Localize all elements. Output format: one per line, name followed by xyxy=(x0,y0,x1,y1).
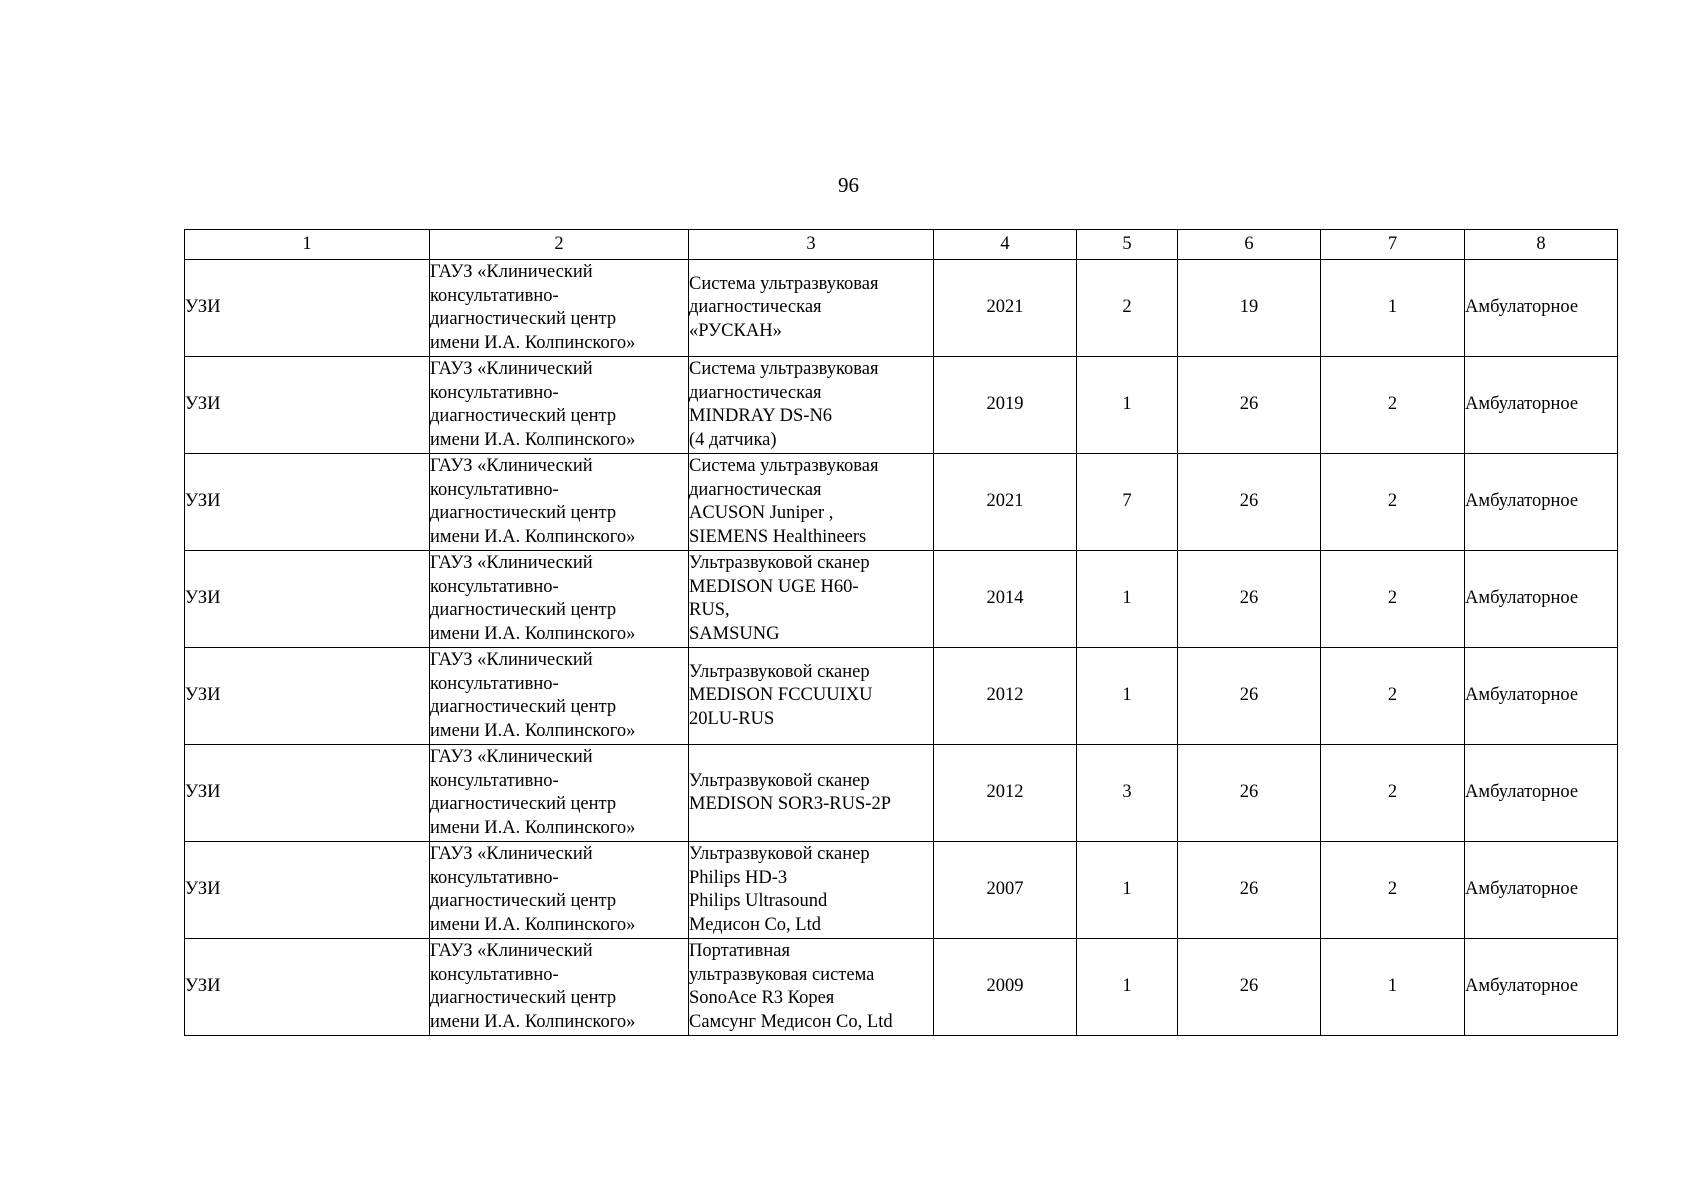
cell-col-7: 2 xyxy=(1321,551,1465,648)
organization-line: ГАУЗ «Клинический xyxy=(430,456,593,476)
organization-line: диагностический центр xyxy=(430,503,617,523)
device-line: Ультразвуковой сканер xyxy=(689,661,870,682)
cell-col-7: 2 xyxy=(1321,357,1465,454)
device-line: ACUSON Juniper , xyxy=(689,503,834,523)
cell-col-6: 19 xyxy=(1178,260,1321,357)
organization-line: консультативно- xyxy=(430,673,559,694)
device-line: диагностическая xyxy=(689,479,822,500)
cell-col-6: 26 xyxy=(1178,454,1321,551)
cell-year: 2012 xyxy=(934,648,1077,745)
device-line: Система ультразвуковая xyxy=(689,456,879,476)
organization-line: имени И.А. Колпинского» xyxy=(430,429,636,450)
organization-line: консультативно- xyxy=(430,867,559,888)
cell-organization xyxy=(430,260,689,357)
organization-line: диагностический центр xyxy=(430,406,617,426)
column-header-2: 2 xyxy=(430,230,689,260)
cell-study-type: УЗИ xyxy=(185,551,430,648)
cell-year: 2014 xyxy=(934,551,1077,648)
device-line: Ультразвуковой сканер xyxy=(689,553,870,573)
organization-line: диагностический центр xyxy=(430,891,617,911)
device-line: «РУСКАН» xyxy=(689,320,782,341)
column-header-5: 5 xyxy=(1077,230,1178,260)
cell-organization xyxy=(430,357,689,454)
cell-col-5: 1 xyxy=(1077,551,1178,648)
organization-line: консультативно- xyxy=(430,770,559,791)
organization-line: диагностический центр xyxy=(430,309,617,329)
cell-organization xyxy=(430,648,689,745)
cell-col-7: 2 xyxy=(1321,648,1465,745)
cell-care-mode: Амбулаторное xyxy=(1465,939,1618,1036)
organization-line: имени И.А. Колпинского» xyxy=(430,1011,636,1032)
organization-line: диагностический центр xyxy=(430,600,617,620)
cell-col-5: 1 xyxy=(1077,357,1178,454)
device-line: Philips Ultrasound xyxy=(689,891,828,911)
cell-care-mode: Амбулаторное xyxy=(1465,551,1618,648)
device-line: MEDISON SOR3-RUS-2P xyxy=(689,794,891,814)
table-row xyxy=(185,260,1618,357)
organization-line: диагностический центр xyxy=(430,697,617,717)
device-line: ультразвуковая система xyxy=(689,964,875,985)
equipment-table xyxy=(184,229,1618,1036)
device-line: диагностическая xyxy=(689,297,822,318)
cell-year: 2007 xyxy=(934,842,1077,939)
cell-care-mode: Амбулаторное xyxy=(1465,648,1618,745)
device-line: Philips HD-3 xyxy=(689,867,788,888)
organization-line: ГАУЗ «Клинический xyxy=(430,553,593,573)
cell-col-5: 1 xyxy=(1077,939,1178,1036)
cell-organization xyxy=(430,842,689,939)
table-row xyxy=(185,842,1618,939)
cell-year: 2012 xyxy=(934,745,1077,842)
organization-line: ГАУЗ «Клинический xyxy=(430,262,593,282)
cell-device xyxy=(689,260,934,357)
cell-study-type: УЗИ xyxy=(185,260,430,357)
device-line: Система ультразвуковая xyxy=(689,359,879,379)
cell-study-type: УЗИ xyxy=(185,454,430,551)
cell-device xyxy=(689,357,934,454)
cell-care-mode: Амбулаторное xyxy=(1465,260,1618,357)
organization-line: консультативно- xyxy=(430,479,559,500)
cell-col-7: 2 xyxy=(1321,454,1465,551)
cell-col-6: 26 xyxy=(1178,745,1321,842)
table-row xyxy=(185,745,1618,842)
device-line: RUS, xyxy=(689,600,730,620)
table-body xyxy=(185,260,1618,1036)
cell-organization xyxy=(430,551,689,648)
cell-device xyxy=(689,551,934,648)
table-row xyxy=(185,454,1618,551)
organization-line: ГАУЗ «Клинический xyxy=(430,844,593,864)
cell-care-mode: Амбулаторное xyxy=(1465,745,1618,842)
device-line: SonoAce R3 Корея xyxy=(689,988,835,1008)
organization-line: диагностический центр xyxy=(430,988,617,1008)
organization-line: консультативно- xyxy=(430,285,559,306)
cell-study-type: УЗИ xyxy=(185,842,430,939)
cell-study-type: УЗИ xyxy=(185,357,430,454)
column-header-7: 7 xyxy=(1321,230,1465,260)
device-line: (4 датчика) xyxy=(689,429,777,450)
column-header-4: 4 xyxy=(934,230,1077,260)
device-line: Портативная xyxy=(689,941,791,961)
organization-line: ГАУЗ «Клинический xyxy=(430,359,593,379)
cell-col-5: 2 xyxy=(1077,260,1178,357)
column-header-3: 3 xyxy=(689,230,934,260)
cell-col-6: 26 xyxy=(1178,648,1321,745)
device-line: MINDRAY DS-N6 xyxy=(689,406,833,426)
cell-col-5: 3 xyxy=(1077,745,1178,842)
device-line: Система ультразвуковая xyxy=(689,273,879,294)
cell-device xyxy=(689,648,934,745)
organization-line: имени И.А. Колпинского» xyxy=(430,720,636,741)
cell-col-6: 26 xyxy=(1178,939,1321,1036)
organization-line: имени И.А. Колпинского» xyxy=(430,914,636,935)
organization-line: имени И.А. Колпинского» xyxy=(430,526,636,547)
organization-line: консультативно- xyxy=(430,576,559,597)
table-row xyxy=(185,939,1618,1036)
cell-col-5: 1 xyxy=(1077,648,1178,745)
table-row xyxy=(185,357,1618,454)
column-header-8: 8 xyxy=(1465,230,1618,260)
cell-study-type: УЗИ xyxy=(185,648,430,745)
table-row xyxy=(185,648,1618,745)
cell-col-7: 2 xyxy=(1321,842,1465,939)
page-number: 96 xyxy=(838,173,859,197)
cell-study-type: УЗИ xyxy=(185,939,430,1036)
header-row xyxy=(185,230,1618,260)
table-header xyxy=(185,230,1618,260)
device-line: SAMSUNG xyxy=(689,623,780,644)
device-line: 20LU-RUS xyxy=(689,708,775,729)
cell-col-7: 2 xyxy=(1321,745,1465,842)
cell-col-7: 1 xyxy=(1321,260,1465,357)
organization-line: консультативно- xyxy=(430,382,559,403)
organization-line: имени И.А. Колпинского» xyxy=(430,623,636,644)
cell-organization xyxy=(430,745,689,842)
organization-line: ГАУЗ «Клинический xyxy=(430,941,593,961)
device-line: Ультразвуковой сканер xyxy=(689,844,870,864)
column-header-1: 1 xyxy=(185,230,430,260)
cell-year: 2009 xyxy=(934,939,1077,1036)
table-row xyxy=(185,551,1618,648)
cell-year: 2021 xyxy=(934,260,1077,357)
cell-care-mode: Амбулаторное xyxy=(1465,842,1618,939)
organization-line: ГАУЗ «Клинический xyxy=(430,650,593,670)
cell-organization xyxy=(430,939,689,1036)
cell-col-6: 26 xyxy=(1178,842,1321,939)
cell-study-type: УЗИ xyxy=(185,745,430,842)
cell-col-6: 26 xyxy=(1178,357,1321,454)
cell-col-5: 1 xyxy=(1077,842,1178,939)
cell-care-mode: Амбулаторное xyxy=(1465,454,1618,551)
cell-year: 2021 xyxy=(934,454,1077,551)
cell-device xyxy=(689,745,934,842)
organization-line: ГАУЗ «Клинический xyxy=(430,747,593,767)
device-line: Медисон Co, Ltd xyxy=(689,914,822,935)
cell-device xyxy=(689,939,934,1036)
organization-line: консультативно- xyxy=(430,964,559,985)
cell-col-5: 7 xyxy=(1077,454,1178,551)
organization-line: диагностический центр xyxy=(430,794,617,814)
cell-col-6: 26 xyxy=(1178,551,1321,648)
cell-care-mode: Амбулаторное xyxy=(1465,357,1618,454)
device-line: Самсунг Медисон Co, Ltd xyxy=(689,1011,893,1032)
cell-device xyxy=(689,454,934,551)
organization-line: имени И.А. Колпинского» xyxy=(430,817,636,838)
cell-year: 2019 xyxy=(934,357,1077,454)
device-line: диагностическая xyxy=(689,382,822,403)
cell-device xyxy=(689,842,934,939)
device-line: Ультразвуковой сканер xyxy=(689,770,870,791)
device-line: MEDISON FCCUUIXU xyxy=(689,685,873,706)
device-line: MEDISON UGE H60- xyxy=(689,576,859,597)
device-line: SIEMENS Healthineers xyxy=(689,526,867,547)
column-header-6: 6 xyxy=(1178,230,1321,260)
cell-col-7: 1 xyxy=(1321,939,1465,1036)
cell-organization xyxy=(430,454,689,551)
organization-line: имени И.А. Колпинского» xyxy=(430,332,636,353)
